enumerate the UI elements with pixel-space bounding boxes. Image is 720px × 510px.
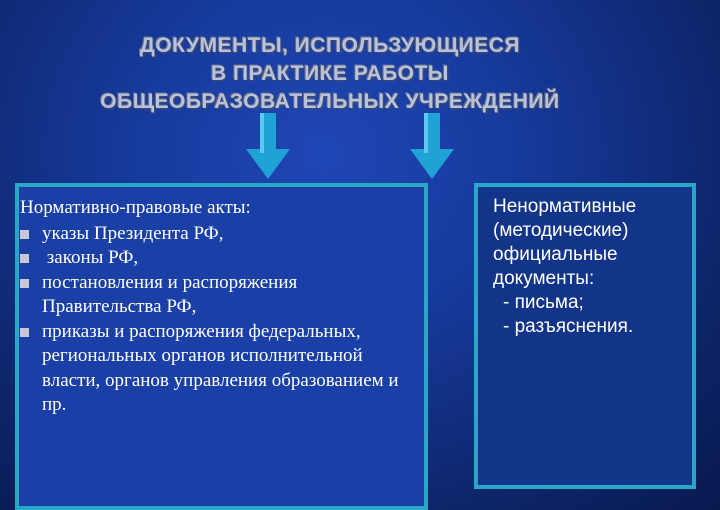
slide-title <box>40 32 620 116</box>
list-item-text: постановления и распоряжения Правительства РФ, <box>42 271 298 317</box>
normative-acts-list <box>20 196 420 418</box>
list-item <box>20 222 420 247</box>
non-normative-line: Ненормативные <box>493 196 637 217</box>
title-line-2: В ПРАКТИКЕ РАБОТЫ <box>211 62 449 85</box>
list-item <box>20 320 420 418</box>
down-arrow-icon <box>246 113 290 179</box>
list-item-text: законы РФ, <box>42 247 139 268</box>
square-bullet-icon <box>20 254 29 263</box>
title-line-1: ДОКУМЕНТЫ, ИСПОЛЬЗУЮЩИЕСЯ <box>139 34 521 57</box>
normative-acts-heading: Нормативно-правовые акты: <box>20 197 251 218</box>
non-normative-line: официальные <box>493 244 618 265</box>
non-normative-list <box>493 195 693 339</box>
square-bullet-icon <box>20 328 29 337</box>
list-item <box>20 271 420 320</box>
square-bullet-icon <box>20 230 29 239</box>
non-normative-line: документы: <box>493 268 595 289</box>
list-item: - письма; <box>503 292 584 313</box>
list-item-text: приказы и распоряжения федеральных, региональных органов исполнительной власти, органов управления образованием и пр. <box>42 320 399 415</box>
down-arrow-icon <box>410 113 454 179</box>
title-line-3: ОБЩЕОБРАЗОВАТЕЛЬНЫХ УЧРЕЖДЕНИЙ <box>100 90 560 113</box>
non-normative-line: (методические) <box>493 220 629 241</box>
list-item: - разъяснения. <box>503 316 634 337</box>
list-item <box>20 246 420 271</box>
square-bullet-icon <box>20 279 29 288</box>
list-item-text: указы Президента РФ, <box>42 222 224 244</box>
